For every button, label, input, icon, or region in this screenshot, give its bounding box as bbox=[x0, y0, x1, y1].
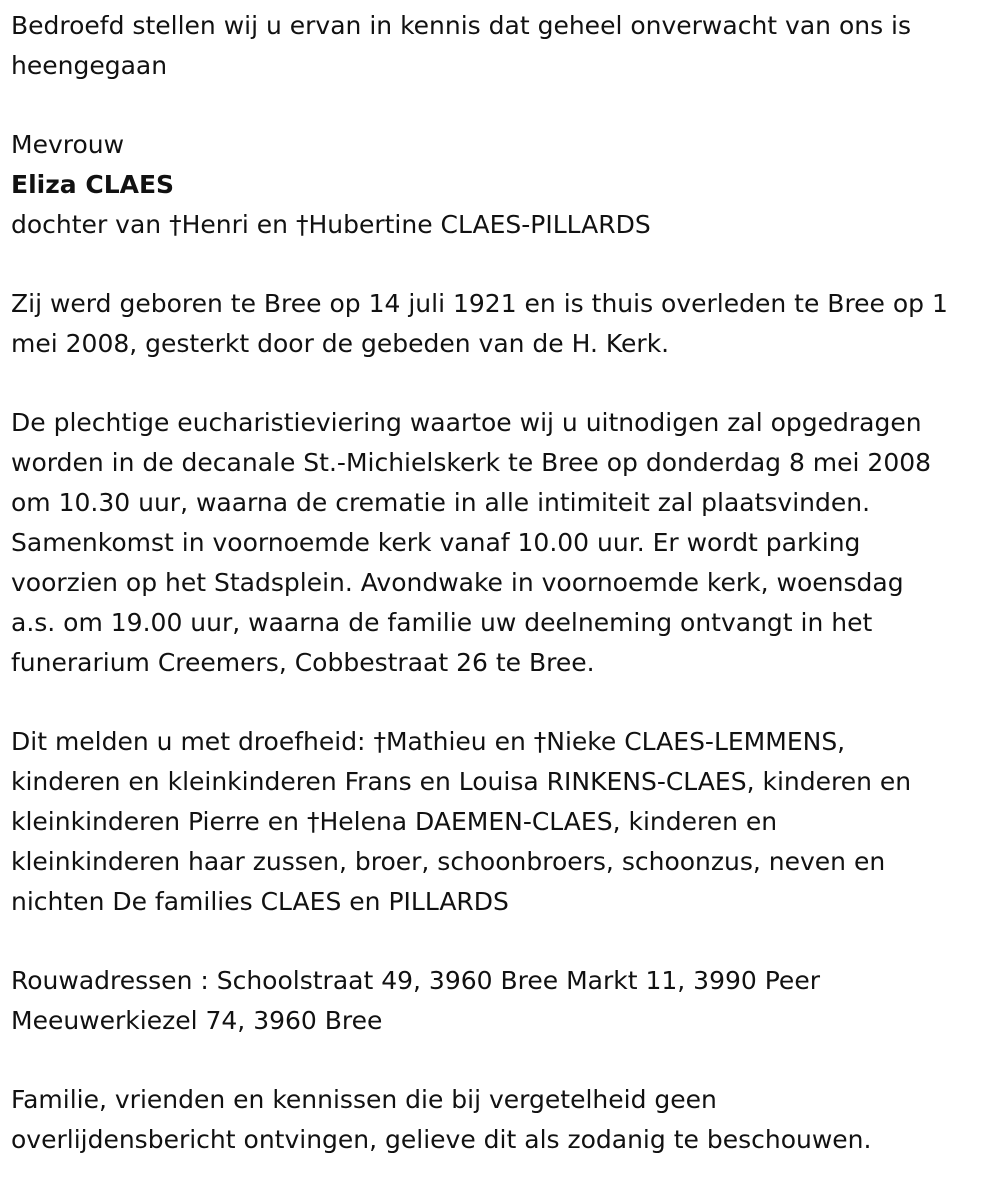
ceremony-line-7: funerarium Creemers, Cobbestraat 26 te Bree. bbox=[11, 648, 595, 677]
paragraph-gap bbox=[11, 86, 996, 125]
deceased-block bbox=[11, 125, 996, 245]
addresses-paragraph bbox=[11, 961, 996, 1041]
closing-paragraph bbox=[11, 1080, 996, 1160]
birth-death-line-1: Zij werd geboren te Bree op 14 juli 1921 en is thuis overleden te Bree op 1 bbox=[11, 289, 948, 318]
paragraph-gap bbox=[11, 683, 996, 722]
addresses-line-2: Meeuwerkiezel 74, 3960 Bree bbox=[11, 1006, 383, 1035]
ceremony-line-4: Samenkomst in voornoemde kerk vanaf 10.00 uur. Er wordt parking bbox=[11, 528, 861, 557]
ceremony-line-1: De plechtige eucharistieviering waartoe wij u uitnodigen zal opgedragen bbox=[11, 408, 922, 437]
family-mathieu: Mathieu en bbox=[385, 727, 534, 756]
cross-icon: † bbox=[373, 727, 386, 756]
ceremony-line-6: a.s. om 19.00 uur, waarna de familie uw deelneming ontvangt in het bbox=[11, 608, 873, 637]
addresses-line-1: Rouwadressen : Schoolstraat 49, 3960 Bree Markt 11, 3990 Peer bbox=[11, 966, 820, 995]
family-helena: Helena DAEMEN-CLAES, kinderen en bbox=[319, 807, 778, 836]
ceremony-line-3: om 10.30 uur, waarna de crematie in alle intimiteit zal plaatsvinden. bbox=[11, 488, 871, 517]
paragraph-gap bbox=[11, 922, 996, 961]
paragraph-gap bbox=[11, 245, 996, 284]
ceremony-line-5: voorzien op het Stadsplein. Avondwake in voornoemde kerk, woensdag bbox=[11, 568, 904, 597]
deceased-title: Mevrouw bbox=[11, 130, 125, 159]
deceased-name: Eliza CLAES bbox=[11, 170, 175, 199]
family-intro: Dit melden u met droefheid: bbox=[11, 727, 374, 756]
family-line-2: kinderen en kleinkinderen Frans en Louisa RINKENS-CLAES, kinderen en bbox=[11, 767, 912, 796]
paragraph-gap bbox=[11, 1041, 996, 1080]
closing-line-1: Familie, vrienden en kennissen die bij vergetelheid geen bbox=[11, 1085, 717, 1114]
birth-death-line-2: mei 2008, gesterkt door de gebeden van de H. Kerk. bbox=[11, 329, 670, 358]
intro-line-2: heengegaan bbox=[11, 51, 168, 80]
closing-line-2: overlijdensbericht ontvingen, gelieve dit als zodanig te beschouwen. bbox=[11, 1125, 872, 1154]
cross-icon: † bbox=[169, 210, 182, 239]
family-line-4: kleinkinderen haar zussen, broer, schoonbroers, schoonzus, neven en bbox=[11, 847, 886, 876]
ceremony-line-2: worden in de decanale St.-Michielskerk te Bree op donderdag 8 mei 2008 bbox=[11, 448, 932, 477]
intro-line-1: Bedroefd stellen wij u ervan in kennis dat geheel onverwacht van ons is bbox=[11, 11, 912, 40]
birth-death-paragraph bbox=[11, 284, 996, 364]
family-nieke: Nieke CLAES-LEMMENS, bbox=[546, 727, 846, 756]
family-line-1 bbox=[11, 722, 996, 762]
cross-icon: † bbox=[306, 807, 320, 836]
mother-name: Hubertine CLAES-PILLARDS bbox=[308, 210, 651, 239]
cross-icon: † bbox=[295, 210, 309, 239]
parents-prefix: dochter van bbox=[11, 210, 170, 239]
paragraph-gap bbox=[11, 364, 996, 403]
family-line-5: nichten De families CLAES en PILLARDS bbox=[11, 887, 509, 916]
family-pierre: kleinkinderen Pierre en bbox=[11, 807, 307, 836]
ceremony-paragraph bbox=[11, 403, 996, 683]
intro-paragraph bbox=[11, 6, 996, 86]
family-line-3 bbox=[11, 802, 996, 842]
cross-icon: † bbox=[533, 727, 547, 756]
family-paragraph bbox=[11, 722, 996, 922]
father-name: Henri en bbox=[181, 210, 296, 239]
deceased-parents bbox=[11, 205, 996, 245]
